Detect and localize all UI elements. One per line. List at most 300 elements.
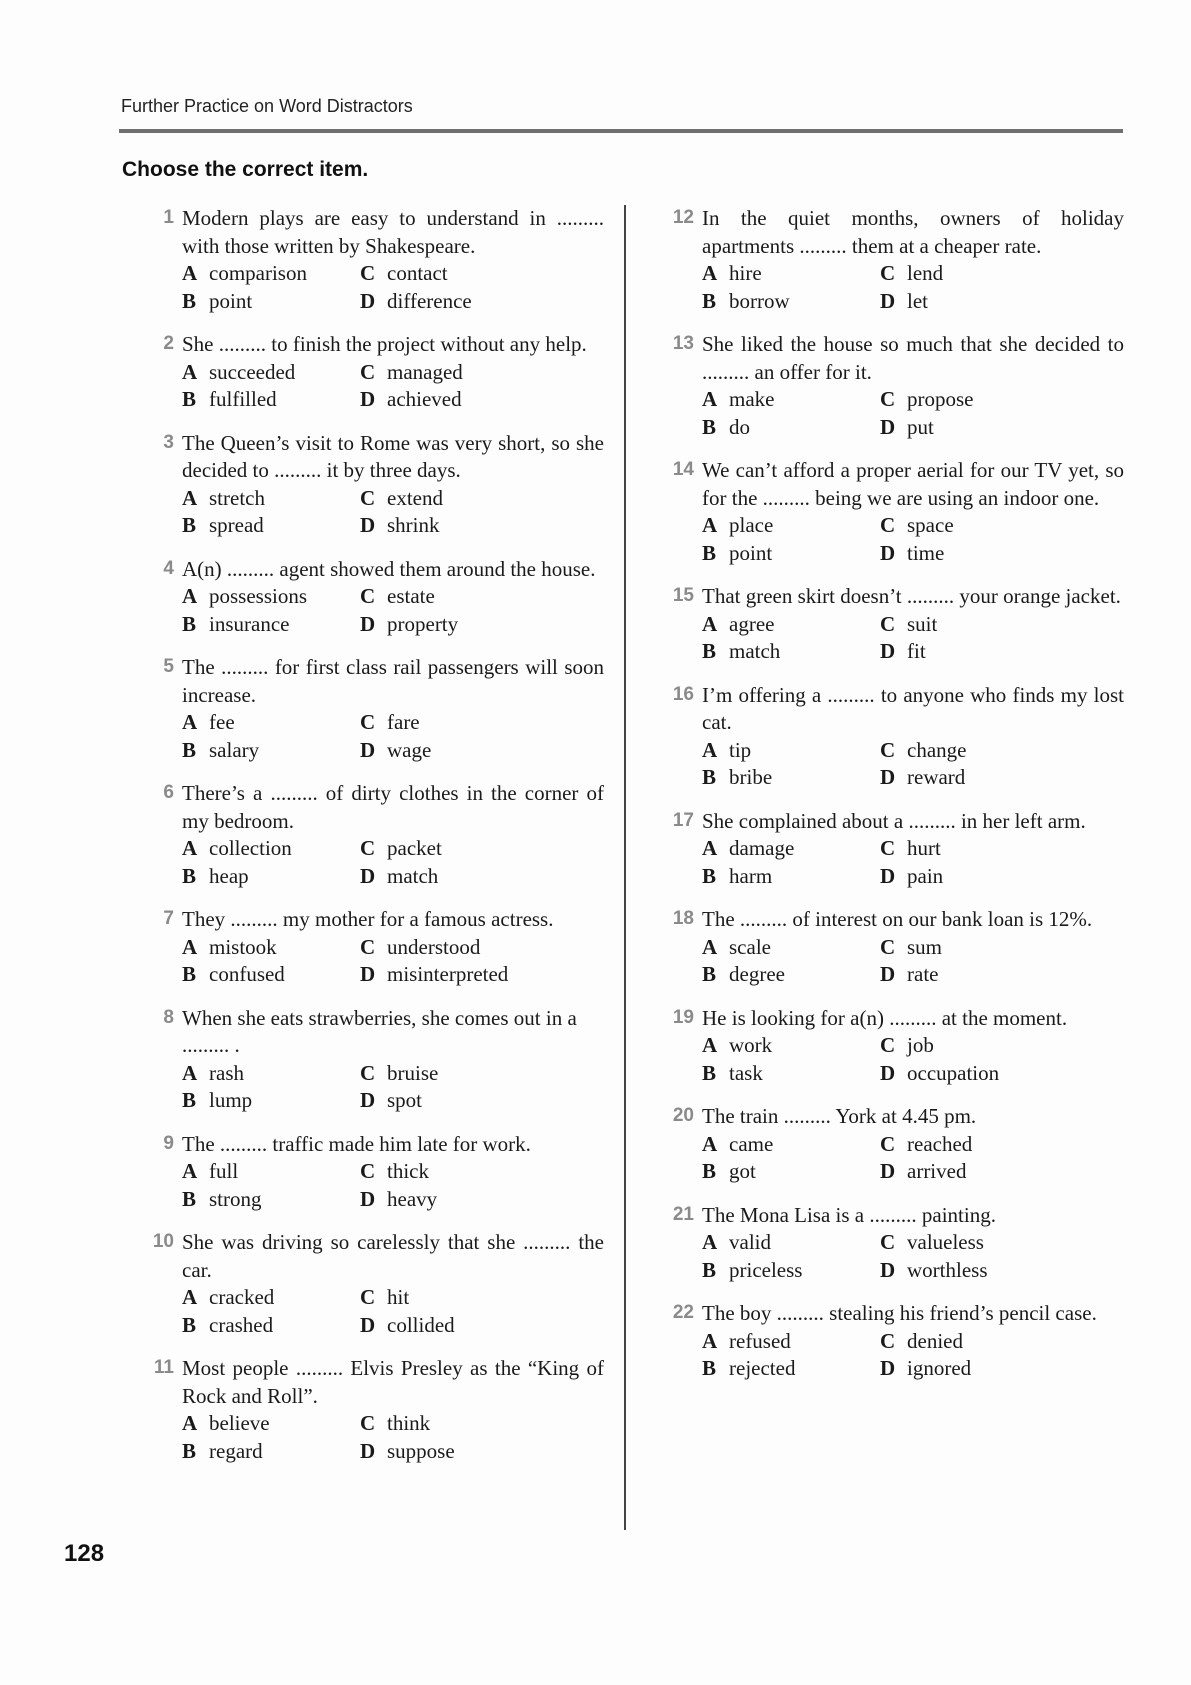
option-d[interactable] bbox=[880, 414, 1124, 442]
question-number: 7 bbox=[163, 908, 174, 929]
option-text: packet bbox=[387, 836, 442, 860]
option-a[interactable] bbox=[702, 611, 880, 639]
option-letter: A bbox=[182, 934, 198, 959]
option-b[interactable] bbox=[182, 512, 360, 540]
option-d[interactable] bbox=[880, 961, 1124, 989]
answer-options bbox=[702, 1328, 1124, 1383]
question-stem: The ......... for first class rail passengers will soon increase. bbox=[182, 655, 604, 707]
option-letter: B bbox=[702, 288, 717, 313]
option-d[interactable] bbox=[360, 512, 604, 540]
option-d[interactable] bbox=[880, 540, 1124, 568]
option-letter: C bbox=[360, 934, 376, 959]
option-a[interactable] bbox=[702, 737, 880, 765]
option-d[interactable] bbox=[360, 961, 604, 989]
option-b[interactable] bbox=[702, 1257, 880, 1285]
option-text: rate bbox=[907, 962, 939, 986]
option-letter: B bbox=[182, 962, 197, 986]
option-a[interactable] bbox=[702, 1328, 880, 1356]
option-c[interactable] bbox=[880, 934, 1124, 962]
option-text: crashed bbox=[209, 1312, 274, 1337]
option-b[interactable] bbox=[702, 764, 880, 792]
option-a[interactable] bbox=[182, 709, 360, 737]
option-b[interactable] bbox=[702, 414, 880, 442]
answer-options bbox=[702, 1032, 1124, 1087]
question-item bbox=[672, 1202, 1124, 1285]
question-item bbox=[163, 1005, 604, 1115]
option-b[interactable] bbox=[702, 288, 880, 316]
question-number: 1 bbox=[163, 207, 174, 228]
option-text: hit bbox=[387, 1285, 410, 1309]
option-b[interactable] bbox=[182, 1186, 360, 1214]
option-b[interactable] bbox=[182, 1312, 360, 1340]
option-b[interactable] bbox=[702, 638, 880, 666]
option-a[interactable] bbox=[702, 835, 880, 863]
question-number: 2 bbox=[163, 333, 174, 354]
option-text: scale bbox=[729, 934, 771, 959]
option-a[interactable] bbox=[182, 1410, 360, 1438]
option-text: suit bbox=[907, 611, 938, 636]
question-stem: I’m offering a ......... to anyone who finds my lost cat. bbox=[702, 682, 1124, 734]
option-text: arrived bbox=[907, 1159, 967, 1183]
option-a[interactable] bbox=[182, 1284, 360, 1312]
option-text: possessions bbox=[209, 584, 308, 608]
option-text: harm bbox=[729, 863, 773, 888]
option-text: refused bbox=[729, 1328, 791, 1353]
option-letter: B bbox=[702, 1159, 717, 1183]
option-d[interactable] bbox=[880, 638, 1124, 666]
question-number: 5 bbox=[163, 656, 174, 677]
option-letter: B bbox=[182, 513, 197, 537]
option-letter: A bbox=[182, 1159, 198, 1183]
option-d[interactable] bbox=[360, 1438, 604, 1466]
option-text: regard bbox=[209, 1438, 263, 1463]
option-a[interactable] bbox=[182, 1158, 360, 1186]
option-text: do bbox=[729, 414, 750, 439]
option-letter: C bbox=[880, 387, 896, 411]
option-letter: C bbox=[880, 934, 896, 959]
question-item bbox=[163, 331, 604, 414]
option-letter: B bbox=[182, 863, 197, 888]
option-d[interactable] bbox=[360, 611, 604, 639]
option-text: time bbox=[907, 540, 945, 565]
option-c[interactable] bbox=[880, 260, 1124, 288]
option-c[interactable] bbox=[360, 1410, 604, 1438]
option-b[interactable] bbox=[702, 1355, 880, 1383]
option-letter: C bbox=[360, 261, 376, 285]
option-text: full bbox=[209, 1159, 239, 1183]
option-letter: A bbox=[702, 261, 718, 285]
option-letter: A bbox=[702, 737, 718, 762]
option-text: mistook bbox=[209, 934, 277, 959]
option-text: heavy bbox=[387, 1186, 438, 1211]
option-text: property bbox=[387, 611, 459, 636]
question-stem: When she eats strawberries, she comes out in a ......... . bbox=[182, 1005, 577, 1057]
left-column bbox=[152, 205, 604, 1481]
question-number: 3 bbox=[163, 431, 174, 453]
question-stem: That green skirt doesn’t ......... your orange jacket. bbox=[702, 584, 1121, 608]
option-letter: C bbox=[360, 485, 376, 510]
option-text: cracked bbox=[209, 1285, 275, 1309]
question-item bbox=[672, 583, 1124, 666]
question-stem: The Queen’s visit to Rome was very short, so she decided to ......... it by three days. bbox=[182, 430, 604, 482]
option-text: collided bbox=[387, 1312, 455, 1337]
option-a[interactable] bbox=[702, 512, 880, 540]
option-text: work bbox=[729, 1033, 773, 1057]
option-letter: A bbox=[702, 934, 718, 959]
option-text: stretch bbox=[209, 485, 265, 510]
option-text: fit bbox=[907, 639, 926, 663]
option-c[interactable] bbox=[880, 737, 1124, 765]
option-b[interactable] bbox=[182, 611, 360, 639]
option-letter: C bbox=[880, 1328, 896, 1353]
option-letter: D bbox=[360, 513, 376, 537]
option-letter: B bbox=[702, 1257, 717, 1282]
option-b[interactable] bbox=[702, 1060, 880, 1088]
question-number: 11 bbox=[153, 1357, 174, 1378]
question-item bbox=[163, 1131, 604, 1214]
option-a[interactable] bbox=[182, 934, 360, 962]
option-text: contact bbox=[387, 261, 448, 285]
option-a[interactable] bbox=[182, 359, 360, 387]
option-a[interactable] bbox=[702, 386, 880, 414]
option-letter: C bbox=[360, 584, 376, 608]
option-b[interactable] bbox=[182, 1087, 360, 1115]
option-text: confused bbox=[209, 962, 285, 986]
option-b[interactable] bbox=[702, 1158, 880, 1186]
option-text: ignored bbox=[907, 1356, 972, 1380]
question-stem: She was driving so carelessly that she ......... the car. bbox=[182, 1230, 604, 1282]
option-text: think bbox=[387, 1411, 431, 1435]
option-c[interactable] bbox=[360, 1060, 604, 1088]
option-text: point bbox=[729, 540, 773, 565]
instruction-heading: Choose the correct item. bbox=[122, 158, 369, 181]
option-letter: A bbox=[182, 836, 198, 860]
option-d[interactable] bbox=[360, 1312, 604, 1340]
question-number: 13 bbox=[672, 333, 694, 354]
option-a[interactable] bbox=[182, 485, 360, 513]
option-d[interactable] bbox=[360, 737, 604, 765]
option-d[interactable] bbox=[360, 386, 604, 414]
answer-options bbox=[702, 260, 1124, 315]
option-c[interactable] bbox=[360, 260, 604, 288]
question-item bbox=[163, 654, 604, 764]
question-number: 22 bbox=[672, 1302, 694, 1323]
question-number: 9 bbox=[163, 1132, 174, 1154]
option-a[interactable] bbox=[702, 1131, 880, 1159]
question-stem: Modern plays are easy to understand in ......... with those written by Shakespeare. bbox=[182, 206, 604, 258]
running-head: Further Practice on Word Distractors bbox=[121, 96, 413, 116]
option-text: lump bbox=[209, 1088, 253, 1112]
option-a[interactable] bbox=[182, 260, 360, 288]
option-b[interactable] bbox=[702, 961, 880, 989]
option-text: insurance bbox=[209, 611, 290, 636]
option-letter: D bbox=[360, 863, 376, 888]
question-number: 6 bbox=[163, 782, 174, 803]
option-letter: B bbox=[702, 863, 717, 888]
option-d[interactable] bbox=[360, 863, 604, 891]
option-letter: D bbox=[360, 1088, 376, 1112]
page-number: 128 bbox=[64, 1540, 105, 1567]
option-letter: B bbox=[702, 1060, 717, 1085]
option-c[interactable] bbox=[880, 1032, 1124, 1060]
option-c[interactable] bbox=[880, 835, 1124, 863]
option-text: fulfilled bbox=[209, 387, 277, 411]
option-d[interactable] bbox=[360, 1087, 604, 1115]
question-number: 21 bbox=[672, 1203, 694, 1225]
option-c[interactable] bbox=[360, 1158, 604, 1186]
option-letter: A bbox=[182, 584, 198, 608]
option-letter: B bbox=[702, 414, 717, 439]
option-d[interactable] bbox=[880, 1257, 1124, 1285]
option-text: tip bbox=[729, 737, 752, 762]
answer-options bbox=[702, 737, 1124, 792]
option-a[interactable] bbox=[182, 1060, 360, 1088]
answer-options bbox=[182, 1410, 604, 1465]
option-a[interactable] bbox=[702, 1229, 880, 1257]
option-b[interactable] bbox=[182, 288, 360, 316]
question-item bbox=[672, 808, 1124, 891]
option-text: change bbox=[907, 737, 967, 762]
option-letter: D bbox=[880, 414, 896, 439]
option-c[interactable] bbox=[360, 485, 604, 513]
option-text: managed bbox=[387, 359, 463, 384]
answer-options bbox=[702, 934, 1124, 989]
option-d[interactable] bbox=[880, 764, 1124, 792]
option-letter: B bbox=[182, 387, 197, 411]
option-letter: A bbox=[702, 611, 718, 636]
option-text: extend bbox=[387, 485, 443, 510]
option-a[interactable] bbox=[702, 260, 880, 288]
option-d[interactable] bbox=[880, 863, 1124, 891]
question-number: 19 bbox=[672, 1006, 694, 1028]
option-letter: B bbox=[702, 540, 717, 565]
option-letter: B bbox=[702, 962, 717, 986]
option-text: valueless bbox=[907, 1230, 984, 1254]
option-text: damage bbox=[729, 836, 795, 860]
option-letter: B bbox=[182, 611, 197, 636]
option-text: difference bbox=[387, 288, 472, 313]
option-letter: B bbox=[182, 1438, 197, 1463]
option-text: wage bbox=[387, 737, 432, 762]
option-letter: A bbox=[182, 1060, 198, 1085]
question-number: 4 bbox=[163, 557, 174, 579]
option-c[interactable] bbox=[880, 1229, 1124, 1257]
answer-options bbox=[702, 512, 1124, 567]
answer-options bbox=[702, 386, 1124, 441]
option-a[interactable] bbox=[702, 1032, 880, 1060]
question-stem: She ......... to finish the project without any help. bbox=[182, 332, 587, 356]
option-text: thick bbox=[387, 1159, 429, 1183]
option-text: came bbox=[729, 1131, 774, 1156]
option-d[interactable] bbox=[360, 1186, 604, 1214]
question-item bbox=[163, 556, 604, 639]
option-letter: D bbox=[880, 962, 896, 986]
option-text: believe bbox=[209, 1411, 270, 1435]
question-number: 15 bbox=[672, 585, 694, 606]
option-text: match bbox=[729, 639, 781, 663]
option-c[interactable] bbox=[360, 835, 604, 863]
option-text: misinterpreted bbox=[387, 962, 509, 986]
option-text: agree bbox=[729, 611, 775, 636]
option-c[interactable] bbox=[880, 386, 1124, 414]
option-letter: C bbox=[360, 836, 376, 860]
option-letter: C bbox=[880, 1033, 896, 1057]
question-number: 12 bbox=[672, 207, 694, 228]
option-d[interactable] bbox=[880, 1355, 1124, 1383]
question-item bbox=[672, 457, 1124, 567]
option-letter: D bbox=[880, 288, 896, 313]
option-text: borrow bbox=[729, 288, 790, 313]
question-item bbox=[672, 1300, 1124, 1383]
option-c[interactable] bbox=[360, 359, 604, 387]
option-text: make bbox=[729, 387, 775, 411]
option-letter: B bbox=[702, 765, 717, 789]
option-letter: D bbox=[880, 1159, 896, 1183]
header-rule bbox=[119, 129, 1123, 133]
option-letter: D bbox=[880, 540, 896, 565]
answer-options bbox=[182, 1284, 604, 1339]
option-letter: A bbox=[702, 1328, 718, 1353]
answer-options bbox=[182, 709, 604, 764]
option-text: reward bbox=[907, 765, 966, 789]
option-letter: C bbox=[880, 836, 896, 860]
option-letter: D bbox=[360, 1186, 376, 1211]
question-item bbox=[163, 780, 604, 890]
option-text: put bbox=[907, 414, 934, 439]
option-text: propose bbox=[907, 387, 974, 411]
option-text: bruise bbox=[387, 1060, 439, 1085]
option-letter: D bbox=[880, 1356, 896, 1380]
question-stem: She liked the house so much that she decided to ......... an offer for it. bbox=[702, 332, 1124, 384]
option-letter: D bbox=[360, 288, 376, 313]
question-item bbox=[152, 1229, 604, 1339]
question-item bbox=[163, 906, 604, 989]
option-d[interactable] bbox=[880, 1158, 1124, 1186]
question-stem: Most people ......... Elvis Presley as the “King of Rock and Roll”. bbox=[182, 1356, 604, 1408]
question-stem: The boy ......... stealing his friend’s pencil case. bbox=[702, 1301, 1097, 1325]
answer-options bbox=[182, 260, 604, 315]
option-letter: C bbox=[360, 1411, 376, 1435]
option-text: achieved bbox=[387, 387, 462, 411]
answer-options bbox=[182, 1060, 604, 1115]
answer-options bbox=[182, 485, 604, 540]
option-text: hurt bbox=[907, 836, 941, 860]
option-letter: B bbox=[182, 1312, 197, 1337]
option-text: let bbox=[907, 288, 928, 313]
option-text: priceless bbox=[729, 1257, 803, 1282]
answer-options bbox=[182, 583, 604, 638]
option-letter: D bbox=[880, 863, 896, 888]
option-text: reached bbox=[907, 1131, 973, 1156]
option-b[interactable] bbox=[182, 737, 360, 765]
column-divider bbox=[624, 205, 626, 1530]
option-c[interactable] bbox=[360, 583, 604, 611]
option-letter: C bbox=[360, 1285, 376, 1309]
question-stem: The ......... traffic made him late for work. bbox=[182, 1131, 531, 1156]
option-a[interactable] bbox=[182, 835, 360, 863]
option-text: got bbox=[729, 1159, 756, 1183]
option-text: estate bbox=[387, 584, 435, 608]
option-text: job bbox=[907, 1033, 934, 1057]
option-letter: D bbox=[360, 1312, 376, 1337]
option-text: match bbox=[387, 863, 439, 888]
option-c[interactable] bbox=[360, 709, 604, 737]
option-text: understood bbox=[387, 934, 481, 959]
option-c[interactable] bbox=[360, 934, 604, 962]
option-letter: B bbox=[182, 1088, 197, 1112]
option-d[interactable] bbox=[880, 288, 1124, 316]
question-stem: We can’t afford a proper aerial for our TV yet, so for the ......... being we are using an indoor one. bbox=[702, 458, 1124, 510]
option-letter: D bbox=[360, 387, 376, 411]
option-text: worthless bbox=[907, 1257, 988, 1282]
option-text: shrink bbox=[387, 513, 440, 537]
option-b[interactable] bbox=[702, 540, 880, 568]
question-number: 10 bbox=[152, 1231, 174, 1252]
question-number: 17 bbox=[672, 809, 694, 831]
option-letter: A bbox=[182, 710, 198, 734]
option-text: fare bbox=[387, 710, 420, 734]
option-c[interactable] bbox=[880, 611, 1124, 639]
option-letter: B bbox=[182, 737, 197, 762]
answer-options bbox=[702, 1131, 1124, 1186]
option-text: comparison bbox=[209, 261, 307, 285]
question-item bbox=[153, 1355, 604, 1465]
option-letter: D bbox=[880, 639, 896, 663]
option-d[interactable] bbox=[360, 288, 604, 316]
question-stem: They ......... my mother for a famous actress. bbox=[182, 907, 554, 931]
option-letter: A bbox=[702, 1230, 718, 1254]
option-b[interactable] bbox=[182, 961, 360, 989]
option-text: bribe bbox=[729, 765, 773, 789]
option-c[interactable] bbox=[880, 1131, 1124, 1159]
question-item bbox=[672, 906, 1124, 989]
option-text: lend bbox=[907, 261, 944, 285]
option-letter: C bbox=[880, 1131, 896, 1156]
question-number: 20 bbox=[672, 1105, 694, 1126]
option-d[interactable] bbox=[880, 1060, 1124, 1088]
option-text: heap bbox=[209, 863, 249, 888]
option-text: salary bbox=[209, 737, 260, 762]
question-item bbox=[672, 1103, 1124, 1186]
option-text: task bbox=[729, 1060, 763, 1085]
option-b[interactable] bbox=[182, 863, 360, 891]
option-b[interactable] bbox=[182, 1438, 360, 1466]
option-letter: A bbox=[182, 485, 198, 510]
option-letter: C bbox=[360, 1060, 376, 1085]
option-text: rash bbox=[209, 1060, 244, 1085]
answer-options bbox=[182, 835, 604, 890]
option-c[interactable] bbox=[880, 1328, 1124, 1356]
answer-options bbox=[702, 1229, 1124, 1284]
option-letter: A bbox=[702, 836, 718, 860]
option-c[interactable] bbox=[880, 512, 1124, 540]
question-item bbox=[672, 1005, 1124, 1088]
option-a[interactable] bbox=[702, 934, 880, 962]
option-letter: A bbox=[182, 1285, 198, 1309]
option-letter: A bbox=[182, 261, 198, 285]
option-b[interactable] bbox=[702, 863, 880, 891]
option-b[interactable] bbox=[182, 386, 360, 414]
option-c[interactable] bbox=[360, 1284, 604, 1312]
option-text: pain bbox=[907, 863, 944, 888]
question-stem: The Mona Lisa is a ......... painting. bbox=[702, 1202, 996, 1227]
option-letter: A bbox=[702, 513, 718, 537]
option-text: suppose bbox=[387, 1438, 455, 1463]
question-number: 8 bbox=[163, 1006, 174, 1028]
option-a[interactable] bbox=[182, 583, 360, 611]
option-text: hire bbox=[729, 261, 762, 285]
option-text: fee bbox=[209, 710, 235, 734]
